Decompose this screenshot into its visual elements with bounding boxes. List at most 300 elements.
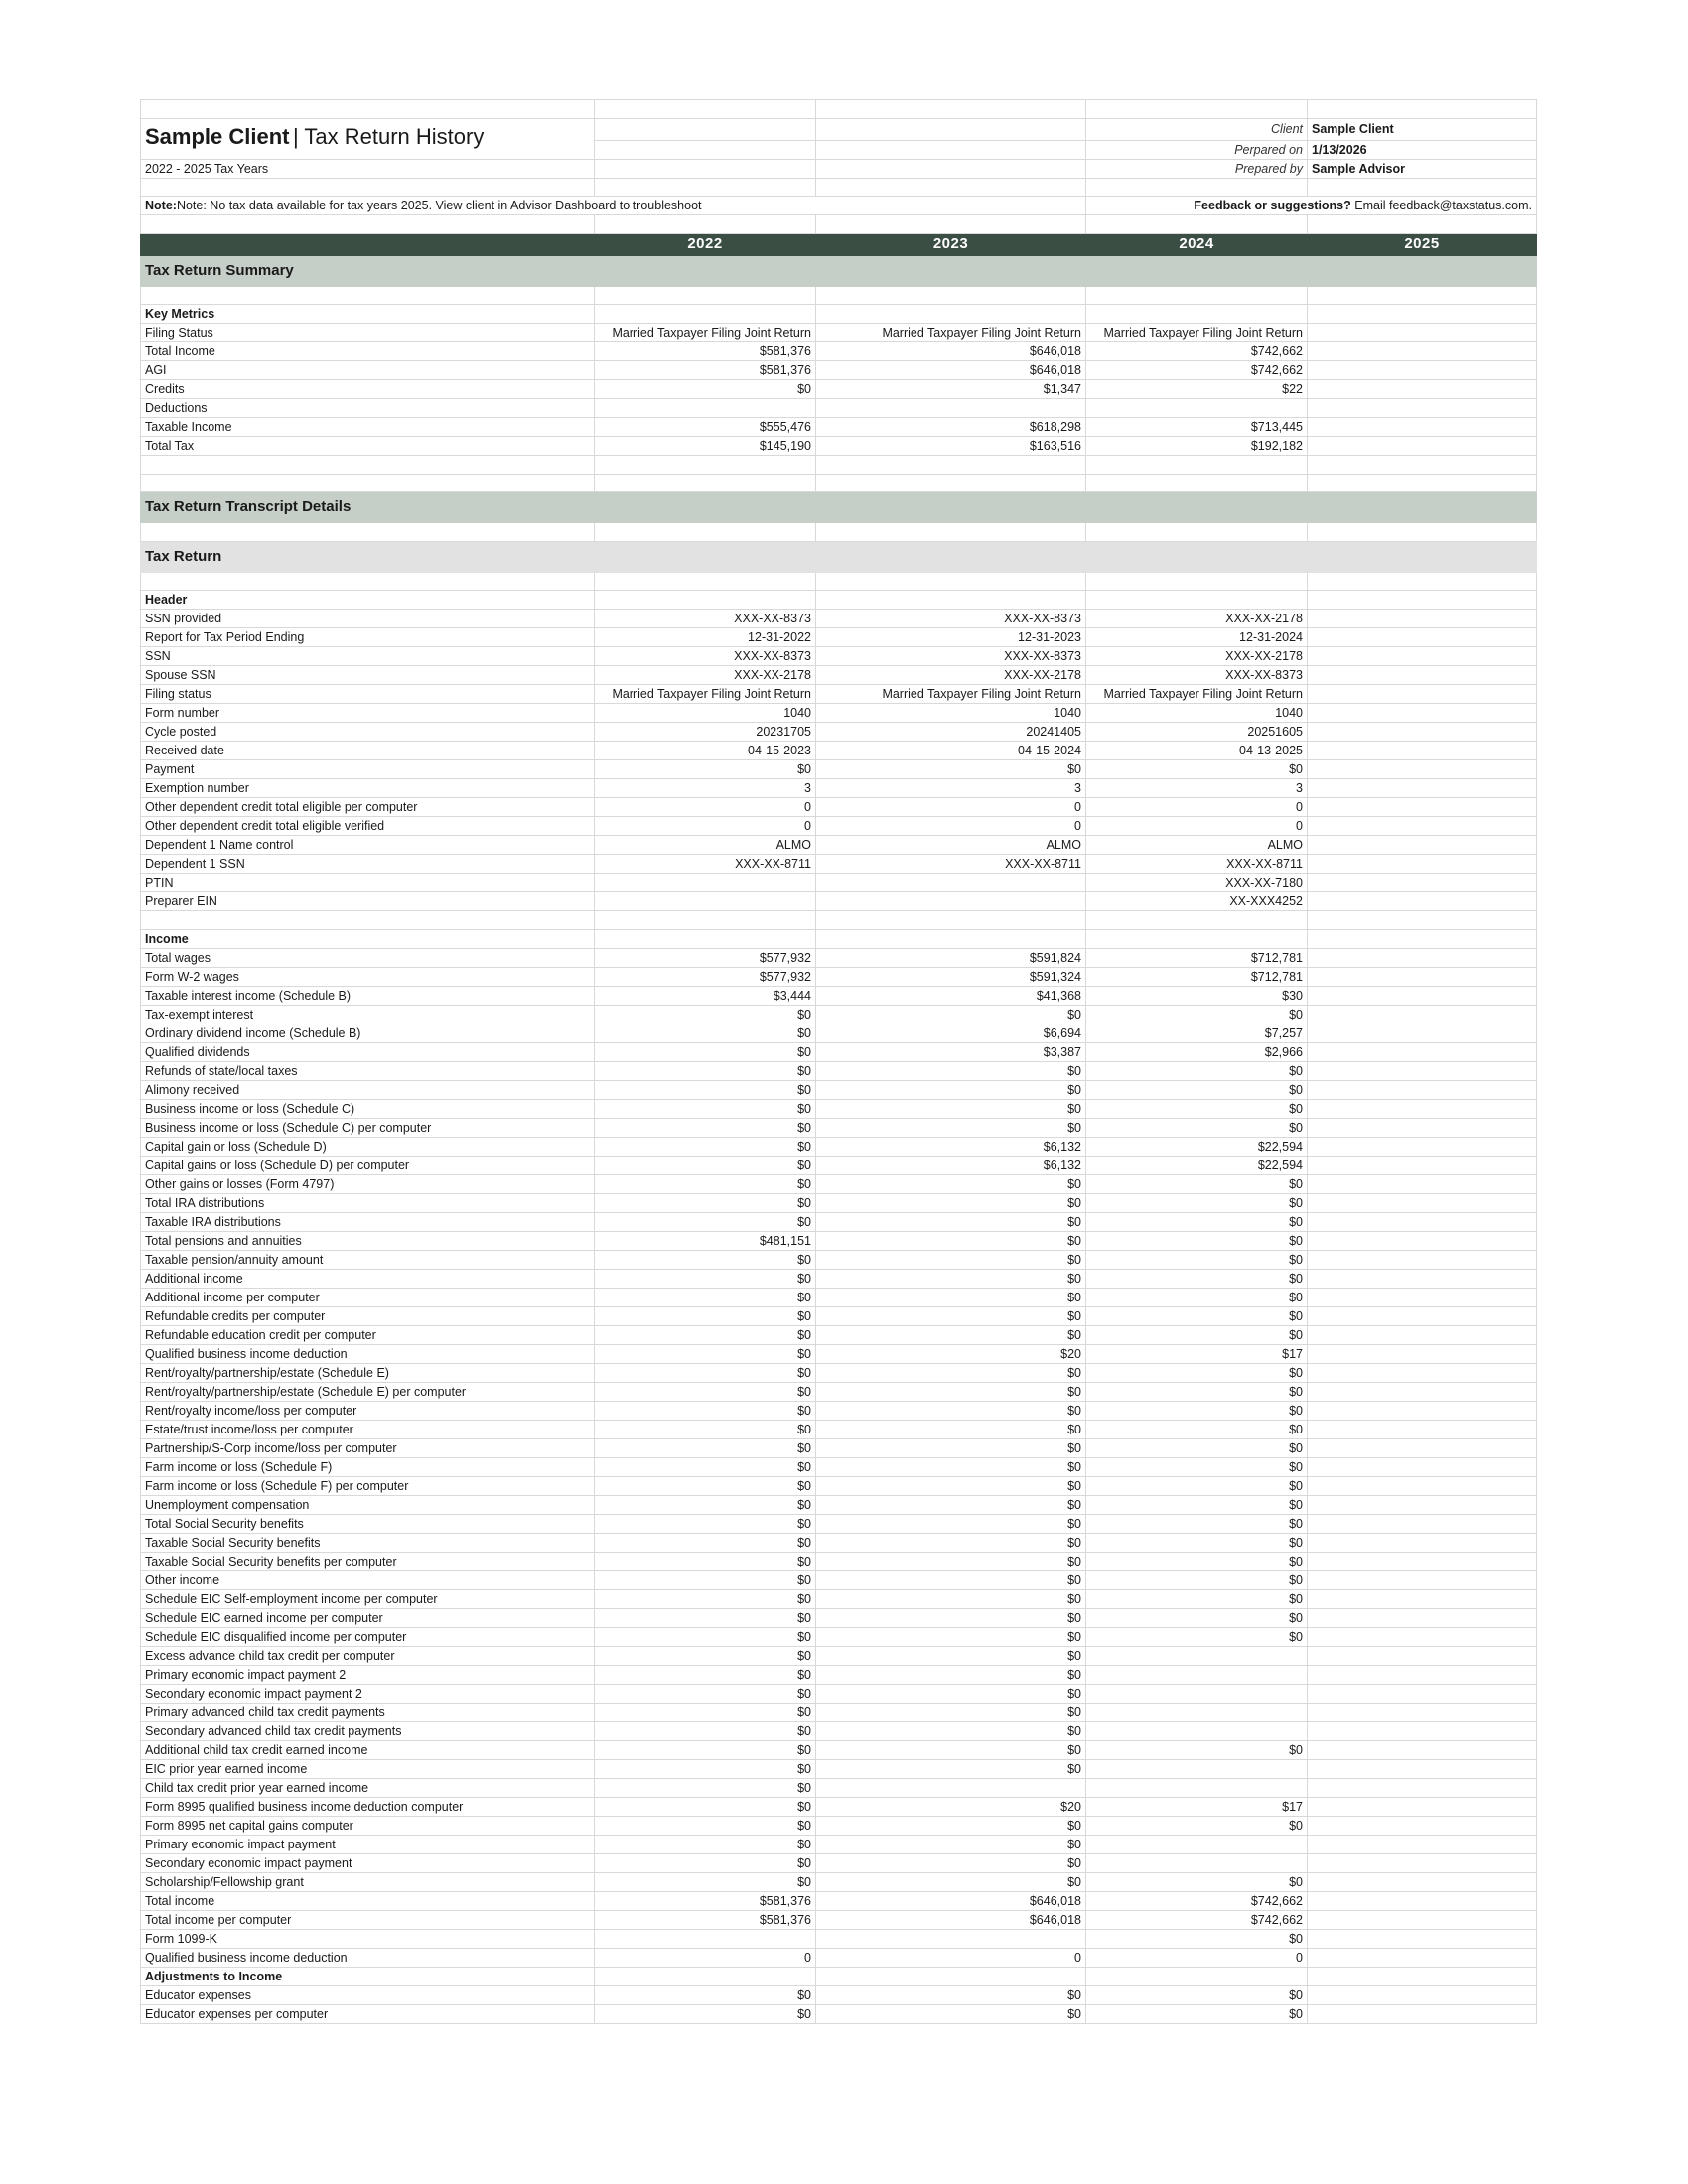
income-field-row <box>141 1684 1537 1703</box>
blank-row <box>141 474 1537 492</box>
income-field-row <box>141 1061 1537 1080</box>
key-metric-row <box>141 418 1537 437</box>
income-field-label: Other gains or losses (Form 4797) <box>141 1174 595 1193</box>
header-field-value-2023 <box>816 892 1086 911</box>
header-field-value-2022 <box>595 892 816 911</box>
blank-row <box>141 215 1537 234</box>
header-field-value-2022: XXX-XX-8373 <box>595 647 816 666</box>
income-field-value-2025 <box>1308 1137 1537 1156</box>
income-field-label: Qualified dividends <box>141 1042 595 1061</box>
income-field-value-2025 <box>1308 1627 1537 1646</box>
income-field-value-2025 <box>1308 1721 1537 1740</box>
income-field-row <box>141 1533 1537 1552</box>
income-field-value-2025 <box>1308 1099 1537 1118</box>
income-field-label: Farm income or loss (Schedule F) per computer <box>141 1476 595 1495</box>
header-field-row <box>141 610 1537 628</box>
income-field-row <box>141 1420 1537 1438</box>
section-band-summary <box>141 255 1537 286</box>
income-field-value-2022: $0 <box>595 1382 816 1401</box>
income-field-value-2024: $0 <box>1086 1438 1308 1457</box>
key-metric-row <box>141 324 1537 342</box>
header-field-value-2025 <box>1308 874 1537 892</box>
income-field-value-2023: $20 <box>816 1797 1086 1816</box>
year-header-2025: 2025 <box>1308 233 1537 255</box>
header-field-label: PTIN <box>141 874 595 892</box>
income-field-value-2023: $0 <box>816 1212 1086 1231</box>
income-field-row <box>141 1797 1537 1816</box>
income-field-value-2023: $0 <box>816 1005 1086 1024</box>
income-field-row <box>141 1080 1537 1099</box>
section-title-summary: Tax Return Summary <box>141 255 595 286</box>
meta-value-prepared-by: Sample Advisor <box>1308 159 1537 178</box>
income-field-value-2024: $0 <box>1086 1740 1308 1759</box>
header-field-label: Dependent 1 Name control <box>141 836 595 855</box>
income-field-value-2024: $0 <box>1086 1589 1308 1608</box>
key-metrics-heading-label: Key Metrics <box>141 305 595 324</box>
header-field-row <box>141 704 1537 723</box>
income-field-label: Total income per computer <box>141 1910 595 1929</box>
header-heading <box>141 591 1537 610</box>
income-field-value-2025 <box>1308 1363 1537 1382</box>
income-field-value-2025 <box>1308 1005 1537 1024</box>
income-field-label: Primary advanced child tax credit payments <box>141 1703 595 1721</box>
income-field-value-2025 <box>1308 948 1537 967</box>
feedback-label: Feedback or suggestions? <box>1194 199 1351 212</box>
income-field-value-2022: $0 <box>595 1438 816 1457</box>
income-field-value-2023: $3,387 <box>816 1042 1086 1061</box>
income-field-value-2022: $0 <box>595 1024 816 1042</box>
income-field-label: Total pensions and annuities <box>141 1231 595 1250</box>
header-field-value-2025 <box>1308 723 1537 742</box>
header-field-row <box>141 685 1537 704</box>
income-field-label: Other income <box>141 1570 595 1589</box>
income-field-value-2024: $0 <box>1086 1608 1308 1627</box>
income-field-label: Primary economic impact payment <box>141 1835 595 1853</box>
income-field-label: Secondary economic impact payment 2 <box>141 1684 595 1703</box>
income-field-value-2022: $0 <box>595 1589 816 1608</box>
income-field-row <box>141 1910 1537 1929</box>
key-metric-value-2024: $22 <box>1086 380 1308 399</box>
income-field-value-2024: $0 <box>1086 1005 1308 1024</box>
income-field-value-2022: $0 <box>595 1288 816 1306</box>
blank-row <box>141 178 1537 197</box>
income-field-value-2022: $0 <box>595 1212 816 1231</box>
income-field-value-2023: $0 <box>816 1476 1086 1495</box>
income-field-row <box>141 1156 1537 1174</box>
header-field-value-2025 <box>1308 779 1537 798</box>
income-field-value-2023: $0 <box>816 1514 1086 1533</box>
income-field-row <box>141 1721 1537 1740</box>
income-field-value-2024: $0 <box>1086 1193 1308 1212</box>
income-field-value-2022: $0 <box>595 1570 816 1589</box>
income-field-label: Rent/royalty/partnership/estate (Schedule E) <box>141 1363 595 1382</box>
income-field-value-2024: $0 <box>1086 1363 1308 1382</box>
income-field-value-2023: $0 <box>816 1420 1086 1438</box>
header-field-value-2022 <box>595 874 816 892</box>
feedback-text: Email feedback@taxstatus.com. <box>1350 199 1532 212</box>
note-text: Note: No tax data available for tax years 2025. View client in Advisor Dashboard to troubleshoot <box>176 199 702 212</box>
income-field-row <box>141 1608 1537 1627</box>
adjustment-field-row <box>141 2004 1537 2023</box>
year-header-row <box>141 233 1537 255</box>
income-field-row <box>141 1288 1537 1306</box>
income-field-label: Form 8995 qualified business income deduction computer <box>141 1797 595 1816</box>
header-field-value-2024: XX-XXX4252 <box>1086 892 1308 911</box>
key-metric-value-2023: $163,516 <box>816 437 1086 456</box>
income-field-value-2024: $0 <box>1086 1570 1308 1589</box>
income-field-value-2024: $0 <box>1086 1929 1308 1948</box>
income-field-value-2023: $0 <box>816 1759 1086 1778</box>
income-field-row <box>141 967 1537 986</box>
income-field-value-2025 <box>1308 1212 1537 1231</box>
header-field-row <box>141 760 1537 779</box>
section-band-transcript-title: Tax Return Transcript Details <box>141 492 595 523</box>
meta-row-prepared-by <box>141 159 1537 178</box>
income-field-value-2022: $481,151 <box>595 1231 816 1250</box>
income-field-value-2022: $0 <box>595 1420 816 1438</box>
income-field-value-2022: $0 <box>595 1269 816 1288</box>
income-field-label: Total wages <box>141 948 595 967</box>
income-field-value-2025 <box>1308 1042 1537 1061</box>
income-field-value-2022: $0 <box>595 1476 816 1495</box>
header-field-label: Cycle posted <box>141 723 595 742</box>
header-field-row <box>141 855 1537 874</box>
income-field-value-2023: $0 <box>816 1721 1086 1740</box>
income-field-value-2022: $0 <box>595 1325 816 1344</box>
adjustment-field-value-2024: $0 <box>1086 2004 1308 2023</box>
income-field-value-2022: $0 <box>595 1401 816 1420</box>
income-field-value-2023: $0 <box>816 1061 1086 1080</box>
income-field-value-2023: $0 <box>816 1608 1086 1627</box>
header-field-value-2022: 20231705 <box>595 723 816 742</box>
income-field-value-2022: $0 <box>595 1118 816 1137</box>
key-metric-value-2025 <box>1308 361 1537 380</box>
income-field-label: Additional income per computer <box>141 1288 595 1306</box>
income-field-value-2024: $0 <box>1086 1231 1308 1250</box>
income-field-label: Farm income or loss (Schedule F) <box>141 1457 595 1476</box>
income-field-value-2024 <box>1086 1835 1308 1853</box>
key-metric-value-2024: $742,662 <box>1086 342 1308 361</box>
income-field-value-2023: $0 <box>816 1684 1086 1703</box>
income-field-value-2022: $0 <box>595 1174 816 1193</box>
income-field-row <box>141 1024 1537 1042</box>
income-field-label: Form 1099-K <box>141 1929 595 1948</box>
income-field-row <box>141 1193 1537 1212</box>
income-field-row <box>141 1438 1537 1457</box>
section-band-transcript <box>141 492 1537 523</box>
income-field-row <box>141 1759 1537 1778</box>
income-field-value-2023: $0 <box>816 1438 1086 1457</box>
header-field-value-2022: 04-15-2023 <box>595 742 816 760</box>
income-field-label: Partnership/S-Corp income/loss per computer <box>141 1438 595 1457</box>
income-field-value-2025 <box>1308 1646 1537 1665</box>
income-field-label: Taxable IRA distributions <box>141 1212 595 1231</box>
income-field-value-2025 <box>1308 1570 1537 1589</box>
income-field-value-2023: $591,824 <box>816 948 1086 967</box>
section-band-tax-return <box>141 541 1537 572</box>
income-field-value-2025 <box>1308 1118 1537 1137</box>
header-field-label: Spouse SSN <box>141 666 595 685</box>
income-field-label: Form 8995 net capital gains computer <box>141 1816 595 1835</box>
income-field-value-2025 <box>1308 1514 1537 1533</box>
adjustment-field-row <box>141 1985 1537 2004</box>
income-field-value-2025 <box>1308 1344 1537 1363</box>
key-metric-row <box>141 380 1537 399</box>
income-field-row <box>141 986 1537 1005</box>
income-field-label: Total IRA distributions <box>141 1193 595 1212</box>
income-field-value-2024 <box>1086 1721 1308 1740</box>
income-field-value-2022: $0 <box>595 1778 816 1797</box>
header-field-value-2022: 12-31-2022 <box>595 628 816 647</box>
header-field-value-2022: Married Taxpayer Filing Joint Return <box>595 685 816 704</box>
income-field-row <box>141 1570 1537 1589</box>
income-field-value-2022: $0 <box>595 1005 816 1024</box>
header-field-label: Report for Tax Period Ending <box>141 628 595 647</box>
key-metrics-heading <box>141 305 1537 324</box>
income-field-value-2023: $0 <box>816 1401 1086 1420</box>
income-field-label: Capital gains or loss (Schedule D) per computer <box>141 1156 595 1174</box>
income-field-row <box>141 1174 1537 1193</box>
income-field-value-2022: $0 <box>595 1080 816 1099</box>
income-field-value-2022: $0 <box>595 1835 816 1853</box>
income-field-value-2025 <box>1308 1231 1537 1250</box>
header-field-row <box>141 817 1537 836</box>
header-field-row <box>141 874 1537 892</box>
income-field-value-2022: $581,376 <box>595 1910 816 1929</box>
adjustment-field-value-2024: $0 <box>1086 1985 1308 2004</box>
key-metric-label: Total Tax <box>141 437 595 456</box>
income-field-value-2025 <box>1308 1948 1537 1967</box>
header-field-label: Dependent 1 SSN <box>141 855 595 874</box>
income-field-value-2023: $0 <box>816 1193 1086 1212</box>
header-field-value-2024: XXX-XX-2178 <box>1086 610 1308 628</box>
header-field-value-2024: 04-13-2025 <box>1086 742 1308 760</box>
income-field-value-2025 <box>1308 1797 1537 1816</box>
income-field-value-2022: $0 <box>595 1061 816 1080</box>
header-field-label: Exemption number <box>141 779 595 798</box>
key-metric-value-2022: $0 <box>595 380 816 399</box>
income-field-value-2022: $0 <box>595 1816 816 1835</box>
year-header-2023: 2023 <box>816 233 1086 255</box>
header-field-value-2025 <box>1308 647 1537 666</box>
income-field-value-2024: $0 <box>1086 1061 1308 1080</box>
income-field-row <box>141 1457 1537 1476</box>
header-field-value-2023: $0 <box>816 760 1086 779</box>
header-field-value-2025 <box>1308 817 1537 836</box>
income-field-row <box>141 1514 1537 1533</box>
income-field-row <box>141 1891 1537 1910</box>
meta-value-client: Sample Client <box>1308 118 1537 140</box>
header-field-value-2024: 20251605 <box>1086 723 1308 742</box>
income-field-row <box>141 1835 1537 1853</box>
income-field-value-2024: $0 <box>1086 1401 1308 1420</box>
income-field-value-2024 <box>1086 1778 1308 1797</box>
income-field-label: Qualified business income deduction <box>141 1344 595 1363</box>
income-field-value-2024: $0 <box>1086 1288 1308 1306</box>
income-field-row <box>141 1816 1537 1835</box>
income-field-value-2022: $0 <box>595 1533 816 1552</box>
income-field-label: Taxable pension/annuity amount <box>141 1250 595 1269</box>
header-field-row <box>141 742 1537 760</box>
header-field-value-2024: XXX-XX-8373 <box>1086 666 1308 685</box>
income-field-row <box>141 1042 1537 1061</box>
report-title-text: Tax Return History <box>304 124 485 149</box>
income-field-row <box>141 1363 1537 1382</box>
income-field-label: Alimony received <box>141 1080 595 1099</box>
income-field-row <box>141 1250 1537 1269</box>
header-field-value-2025 <box>1308 760 1537 779</box>
header-field-value-2024: XXX-XX-7180 <box>1086 874 1308 892</box>
header-field-value-2024: 3 <box>1086 779 1308 798</box>
income-field-label: Estate/trust income/loss per computer <box>141 1420 595 1438</box>
income-field-value-2025 <box>1308 1495 1537 1514</box>
income-field-value-2022: $0 <box>595 1552 816 1570</box>
income-field-value-2025 <box>1308 1420 1537 1438</box>
income-field-value-2024: $0 <box>1086 1099 1308 1118</box>
income-field-value-2025 <box>1308 1024 1537 1042</box>
header-field-row <box>141 666 1537 685</box>
income-field-value-2022: $0 <box>595 1872 816 1891</box>
header-field-value-2025 <box>1308 628 1537 647</box>
income-field-value-2025 <box>1308 986 1537 1005</box>
income-field-value-2025 <box>1308 1665 1537 1684</box>
income-field-row <box>141 948 1537 967</box>
income-field-value-2022: $581,376 <box>595 1891 816 1910</box>
income-field-value-2025 <box>1308 1080 1537 1099</box>
header-field-value-2024: 0 <box>1086 798 1308 817</box>
income-field-value-2025 <box>1308 1476 1537 1495</box>
blank-row <box>141 100 1537 119</box>
income-field-value-2024: 0 <box>1086 1948 1308 1967</box>
income-field-label: Child tax credit prior year earned income <box>141 1778 595 1797</box>
income-field-value-2022: $0 <box>595 1156 816 1174</box>
header-field-value-2025 <box>1308 666 1537 685</box>
income-field-value-2025 <box>1308 1306 1537 1325</box>
income-field-value-2022: $0 <box>595 1193 816 1212</box>
income-field-label: Secondary advanced child tax credit payments <box>141 1721 595 1740</box>
income-field-value-2023: $0 <box>816 1382 1086 1401</box>
income-field-value-2025 <box>1308 1589 1537 1608</box>
income-field-value-2024: $0 <box>1086 1476 1308 1495</box>
income-field-value-2024: $0 <box>1086 1816 1308 1835</box>
income-field-row <box>141 1589 1537 1608</box>
income-field-value-2024 <box>1086 1703 1308 1721</box>
income-field-value-2022: $0 <box>595 1608 816 1627</box>
income-field-value-2023: $0 <box>816 1533 1086 1552</box>
income-field-row <box>141 1929 1537 1948</box>
income-field-value-2024: $0 <box>1086 1382 1308 1401</box>
income-field-value-2024 <box>1086 1646 1308 1665</box>
meta-key-prepared-on: Perpared on <box>1086 140 1308 159</box>
header-field-value-2022: 0 <box>595 798 816 817</box>
income-field-value-2023: $0 <box>816 1099 1086 1118</box>
income-field-value-2023: $646,018 <box>816 1891 1086 1910</box>
income-field-value-2025 <box>1308 1703 1537 1721</box>
income-field-row <box>141 1948 1537 1967</box>
income-field-row <box>141 1344 1537 1363</box>
key-metric-value-2022: $145,190 <box>595 437 816 456</box>
header-field-value-2022: XXX-XX-8373 <box>595 610 816 628</box>
header-field-value-2024: $0 <box>1086 760 1308 779</box>
header-field-row <box>141 836 1537 855</box>
income-field-label: Scholarship/Fellowship grant <box>141 1872 595 1891</box>
income-field-value-2022: $0 <box>595 1740 816 1759</box>
income-field-value-2022: $0 <box>595 1344 816 1363</box>
key-metric-label: AGI <box>141 361 595 380</box>
income-field-value-2025 <box>1308 1457 1537 1476</box>
income-field-value-2023 <box>816 1778 1086 1797</box>
income-field-row <box>141 1231 1537 1250</box>
income-field-row <box>141 1306 1537 1325</box>
income-heading <box>141 929 1537 948</box>
income-field-value-2025 <box>1308 967 1537 986</box>
income-field-row <box>141 1552 1537 1570</box>
key-metric-row <box>141 437 1537 456</box>
income-field-row <box>141 1137 1537 1156</box>
blank-row <box>141 911 1537 930</box>
income-field-value-2025 <box>1308 1193 1537 1212</box>
key-metric-value-2022: $555,476 <box>595 418 816 437</box>
key-metric-value-2025 <box>1308 399 1537 418</box>
header-field-value-2023: XXX-XX-8711 <box>816 855 1086 874</box>
income-field-value-2024: $0 <box>1086 1533 1308 1552</box>
income-field-value-2024: $7,257 <box>1086 1024 1308 1042</box>
income-field-value-2025 <box>1308 1835 1537 1853</box>
income-field-value-2024: $712,781 <box>1086 948 1308 967</box>
header-field-value-2022: ALMO <box>595 836 816 855</box>
income-field-value-2024: $0 <box>1086 1872 1308 1891</box>
income-field-row <box>141 1872 1537 1891</box>
income-field-row <box>141 1627 1537 1646</box>
income-field-value-2023: $0 <box>816 1457 1086 1476</box>
income-field-row <box>141 1005 1537 1024</box>
income-field-value-2022: $0 <box>595 1250 816 1269</box>
header-field-value-2023: 12-31-2023 <box>816 628 1086 647</box>
income-field-label: Taxable Social Security benefits per computer <box>141 1552 595 1570</box>
key-metric-label: Filing Status <box>141 324 595 342</box>
header-field-row <box>141 892 1537 911</box>
key-metric-value-2022: $581,376 <box>595 342 816 361</box>
header-field-value-2023: 04-15-2024 <box>816 742 1086 760</box>
report-title: Sample Client | Tax Return History <box>141 118 595 159</box>
income-field-row <box>141 1118 1537 1137</box>
header-field-value-2024: XXX-XX-2178 <box>1086 647 1308 666</box>
income-field-value-2023: $0 <box>816 1250 1086 1269</box>
income-field-value-2022: $0 <box>595 1759 816 1778</box>
key-metric-value-2025 <box>1308 342 1537 361</box>
header-field-row <box>141 723 1537 742</box>
income-field-row <box>141 1476 1537 1495</box>
income-field-value-2025 <box>1308 1533 1537 1552</box>
income-field-value-2023: $0 <box>816 1872 1086 1891</box>
income-field-row <box>141 1382 1537 1401</box>
income-field-label: Additional child tax credit earned income <box>141 1740 595 1759</box>
income-heading-label: Income <box>141 929 595 948</box>
income-field-value-2022: $0 <box>595 1684 816 1703</box>
income-field-value-2023: $0 <box>816 1269 1086 1288</box>
income-field-label: EIC prior year earned income <box>141 1759 595 1778</box>
key-metric-value-2022: Married Taxpayer Filing Joint Return <box>595 324 816 342</box>
key-metric-value-2024 <box>1086 399 1308 418</box>
header-field-value-2023 <box>816 874 1086 892</box>
income-field-value-2025 <box>1308 1910 1537 1929</box>
note-row <box>141 197 1537 215</box>
income-field-value-2025 <box>1308 1552 1537 1570</box>
income-field-value-2023: $591,324 <box>816 967 1086 986</box>
adjustment-field-label: Educator expenses per computer <box>141 2004 595 2023</box>
income-field-value-2025 <box>1308 1872 1537 1891</box>
header-field-value-2023: ALMO <box>816 836 1086 855</box>
